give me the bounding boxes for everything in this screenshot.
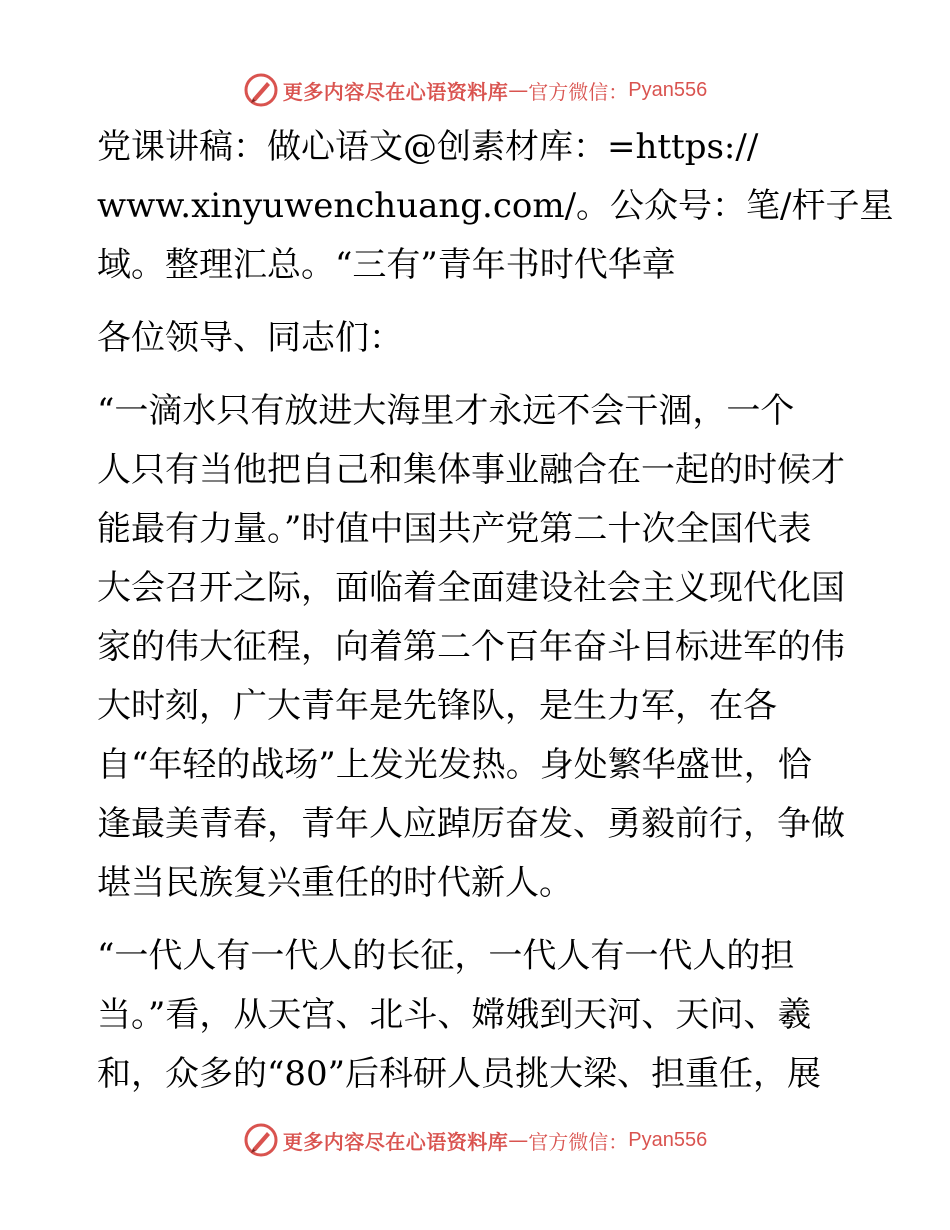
paragraph-line: 逢最美青春，青年人应踔厉奋发、勇毅前行，争做 [97, 804, 845, 844]
footer-banner-sub: 官方微信： [528, 1129, 629, 1154]
paragraph-line: 当。”看，从天宫、北斗、嫦娥到天河、天问、羲 [97, 995, 812, 1035]
title-line: www.xinyuwenchuang.com/。公众号：笔/杆子星 [97, 186, 894, 226]
paragraph-line: 能最有力量。”时值中国共产党第二十次全国代表 [97, 509, 812, 549]
footer-banner [0, 1120, 950, 1160]
paragraph-line: 和，众多的“80”后科研人员挑大梁、担重任，展 [97, 1054, 822, 1094]
paragraph-line: “一代人有一代人的长征，一代人有一代人的担 [97, 936, 795, 976]
paragraph-line: 自“年轻的战场”上发光发热。身处繁华盛世，恰 [97, 745, 812, 785]
pen-logo-icon [243, 1122, 279, 1158]
title-line: 域。整理汇总。“三有”青年书时代华章 [97, 245, 676, 285]
salutation: 各位领导、同志们： [97, 318, 403, 358]
paragraph-line: 家的伟大征程，向着第二个百年奋斗目标进军的伟 [97, 627, 845, 667]
title-line: 党课讲稿：做心语文@创素材库：=https:// [97, 127, 759, 167]
header-banner-separator: — [508, 78, 529, 102]
header-banner-wechat: Pyan556 [628, 78, 708, 101]
paragraph-line: “一滴水只有放进大海里才永远不会干涸，一个 [97, 391, 795, 431]
paragraph-line: 大时刻，广大青年是先锋队，是生力军，在各 [97, 686, 777, 726]
header-banner-main: 更多内容尽在心语资料库 [282, 79, 509, 104]
paragraph-line: 堪当民族复兴重任的时代新人。 [97, 863, 573, 903]
header-banner [0, 70, 950, 110]
paragraph-line: 大会召开之际，面临着全面建设社会主义现代化国 [97, 568, 845, 608]
pen-logo-icon [243, 72, 279, 108]
footer-banner-separator: — [508, 1128, 529, 1152]
footer-banner-wechat: Pyan556 [628, 1128, 708, 1151]
document-body [97, 118, 894, 1104]
footer-banner-main: 更多内容尽在心语资料库 [282, 1129, 509, 1154]
paragraph-line: 人只有当他把自己和集体事业融合在一起的时候才 [97, 450, 845, 490]
header-banner-sub: 官方微信： [528, 79, 629, 104]
